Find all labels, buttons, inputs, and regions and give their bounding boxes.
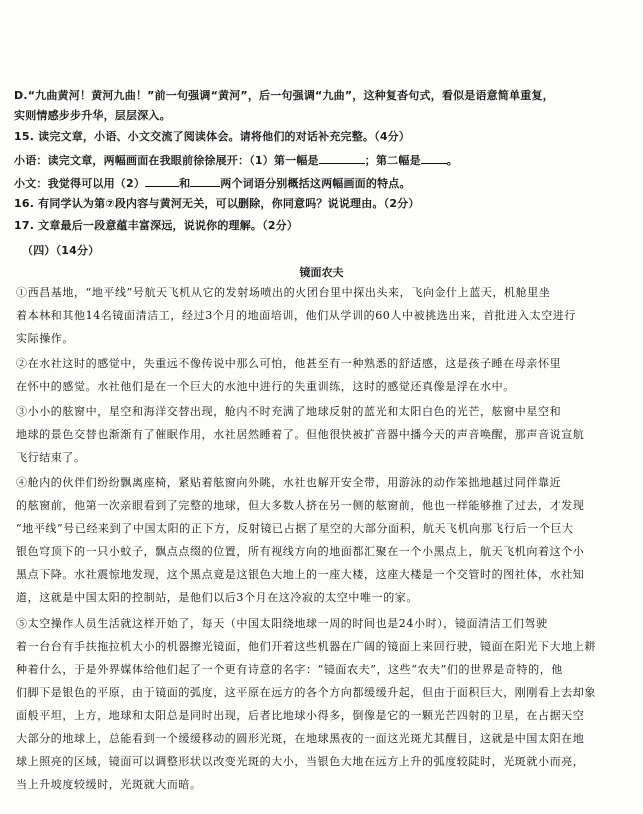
xiaoyu-text-a: 小语：读完文章，两幅画面在我眼前徐徐展开：（1）第一幅是 — [14, 154, 319, 167]
paragraph-4-line-5: 黑点下降。水社震惊地发现，这个黑点竟是这银色大地上的一座大楼，这座大楼是一个交管时的图社体，水社知 — [16, 568, 585, 581]
paragraph-5-line-3: 种着什么，于是外界媒体给他们起了一个更有诗意的名字：“镜面农夫”，这些“农夫”们的世界是奇特的，他 — [16, 663, 563, 676]
paragraph-4-line-2: 的舷窗前，他第一次亲眼看到了完整的地球，但大多数人挤在另一侧的舷窗前，他也一样能够推了过去，才发现 — [16, 499, 585, 512]
paragraph-3-line-2: 地球的景色交替也渐渐有了催眠作用，水社居然睡着了。但他很快被扩音器中播今天的声音唤醒，那声音说宣航 — [16, 428, 585, 441]
paragraph-5-line-5: 面般平坦，上方，地球和太阳总是同时出现，后者比地球小得多，倒像是它的一颗光芒四射的卫星，在占据天空 — [16, 709, 585, 722]
paragraph-4-line-4: 银色穹顶下的一只小蚊子，飘点点缀的位置，所有视线方向的地面都汇聚在一个小黑点上，航天飞机向着这个小 — [16, 545, 585, 558]
paragraph-1-line-2: 着本林和其他14名镜面清洁工，经过3个月的地面培训，他们从学训的60人中被挑选出来，首批进入太空进行 — [16, 309, 576, 322]
paragraph-1-line-1: ①西昌基地，“地平线”号航天飞机从它的发射场喷出的火团台里中探出头来，飞向金什上蓝天，机舱里坐 — [16, 286, 551, 299]
answer-blank-4[interactable] — [190, 175, 220, 187]
question-16: 16. 有同学认为第⑦段内容与黄河无关，可以删除，你同意吗？说说理由。（2分） — [14, 197, 420, 210]
question-15-xiaoyu — [14, 152, 458, 168]
section-heading: （四）（14分） — [22, 244, 100, 257]
answer-blank-2[interactable] — [421, 152, 447, 164]
option-d-line-1: D.“九曲黄河！黄河九曲！”前一句强调“黄河”，后一句强调“九曲”，这种复沓句式，看似是语意简单重复， — [14, 89, 554, 102]
question-17: 17. 文章最后一段意蕴丰富深远，说说你的理解。（2分） — [14, 219, 299, 232]
paragraph-5-line-8: 当上升坡度较缓时，光斑就大而暗。 — [16, 778, 202, 791]
paragraph-5-line-4: 们脚下是银色的平原，由于镜面的弧度，这平原在远方的各个方向都缓缓升起，但由于面积巨大，刚刚看上去却象 — [16, 686, 596, 699]
paragraph-5-line-6: 大部分的地球上，总能看到一个缓缓移动的圆形光斑，在地球黑夜的一面这光斑尤其醒目，这就是中国太阳在地 — [16, 732, 585, 745]
question-15-xiaowen — [14, 175, 411, 191]
answer-blank-3[interactable] — [145, 175, 179, 187]
article-title: 镜面农夫 — [299, 266, 344, 279]
xiaowen-text-c: 两个词语分别概括这两幅画面的特点。 — [220, 177, 411, 190]
paragraph-5-line-1: ⑤太空操作人员生活就这样开始了，每天（中国太阳绕地球一周的时间也是24小时），镜面清洁工们驾驶 — [16, 617, 548, 630]
option-d-line-2: 实则情感步步升华，层层深入。 — [14, 109, 171, 122]
paragraph-4-line-3: “地平线”号已经来到了中国太阳的正下方，反射镜已占据了星空的大部分面积，航天飞机向那飞行后一个巨大 — [16, 522, 574, 535]
paragraph-4-line-1: ④舱内的伙伴们纷纷飘离座椅，紧贴着舷窗向外眺，水社也解开安全带，用游泳的动作笨拙地越过同伴靠近 — [16, 476, 562, 489]
paragraph-2-line-1: ②在水社这时的感觉中，失重远不像传说中那么可怕，他甚至有一种熟悉的舒适感，这是孩子睡在母亲怀里 — [16, 357, 562, 370]
xiaoyu-text-b: ；第二幅是 — [364, 154, 421, 167]
xiaoyu-text-c: 。 — [446, 154, 458, 167]
paragraph-2-line-2: 在怀中的感觉。水社他们是在一个巨大的水池中进行的失重训练，这时的感觉还真像是浮在水中。 — [16, 380, 515, 393]
question-15: 15. 读完文章，小语、小文交流了阅读体会。请将他们的对话补充完整。（4分） — [14, 130, 411, 143]
xiaowen-text-a: 小文：我觉得可以用（2） — [14, 177, 146, 190]
answer-blank-1[interactable] — [319, 152, 365, 164]
paragraph-5-line-2: 着一台台有手扶拖拉机大小的机器擦光镜面，他们开着这些机器在广阔的镜面上来回行驶，镜面在阳光下大地上耕 — [16, 640, 596, 653]
paragraph-3-line-3: 飞行结束了。 — [16, 451, 86, 464]
paragraph-4-line-6: 道，这就是中国太阳的控制站，是他们以后3个月在这冷寂的太空中唯一的家。 — [16, 591, 418, 604]
xiaowen-text-b: 和 — [179, 177, 191, 190]
paragraph-5-line-7: 球上照亮的区域，镜面可以调整形状以改变光斑的大小，当银色大地在远方上升的弧度较陡时，光斑就小而亮， — [16, 755, 585, 768]
paragraph-1-line-3: 实际操作。 — [16, 332, 74, 345]
paragraph-3-line-1: ③小小的舷窗中，星空和海洋交替出现，舱内不时充满了地球反射的蓝光和太阳白色的光芒，舷窗中星空和 — [16, 405, 562, 418]
